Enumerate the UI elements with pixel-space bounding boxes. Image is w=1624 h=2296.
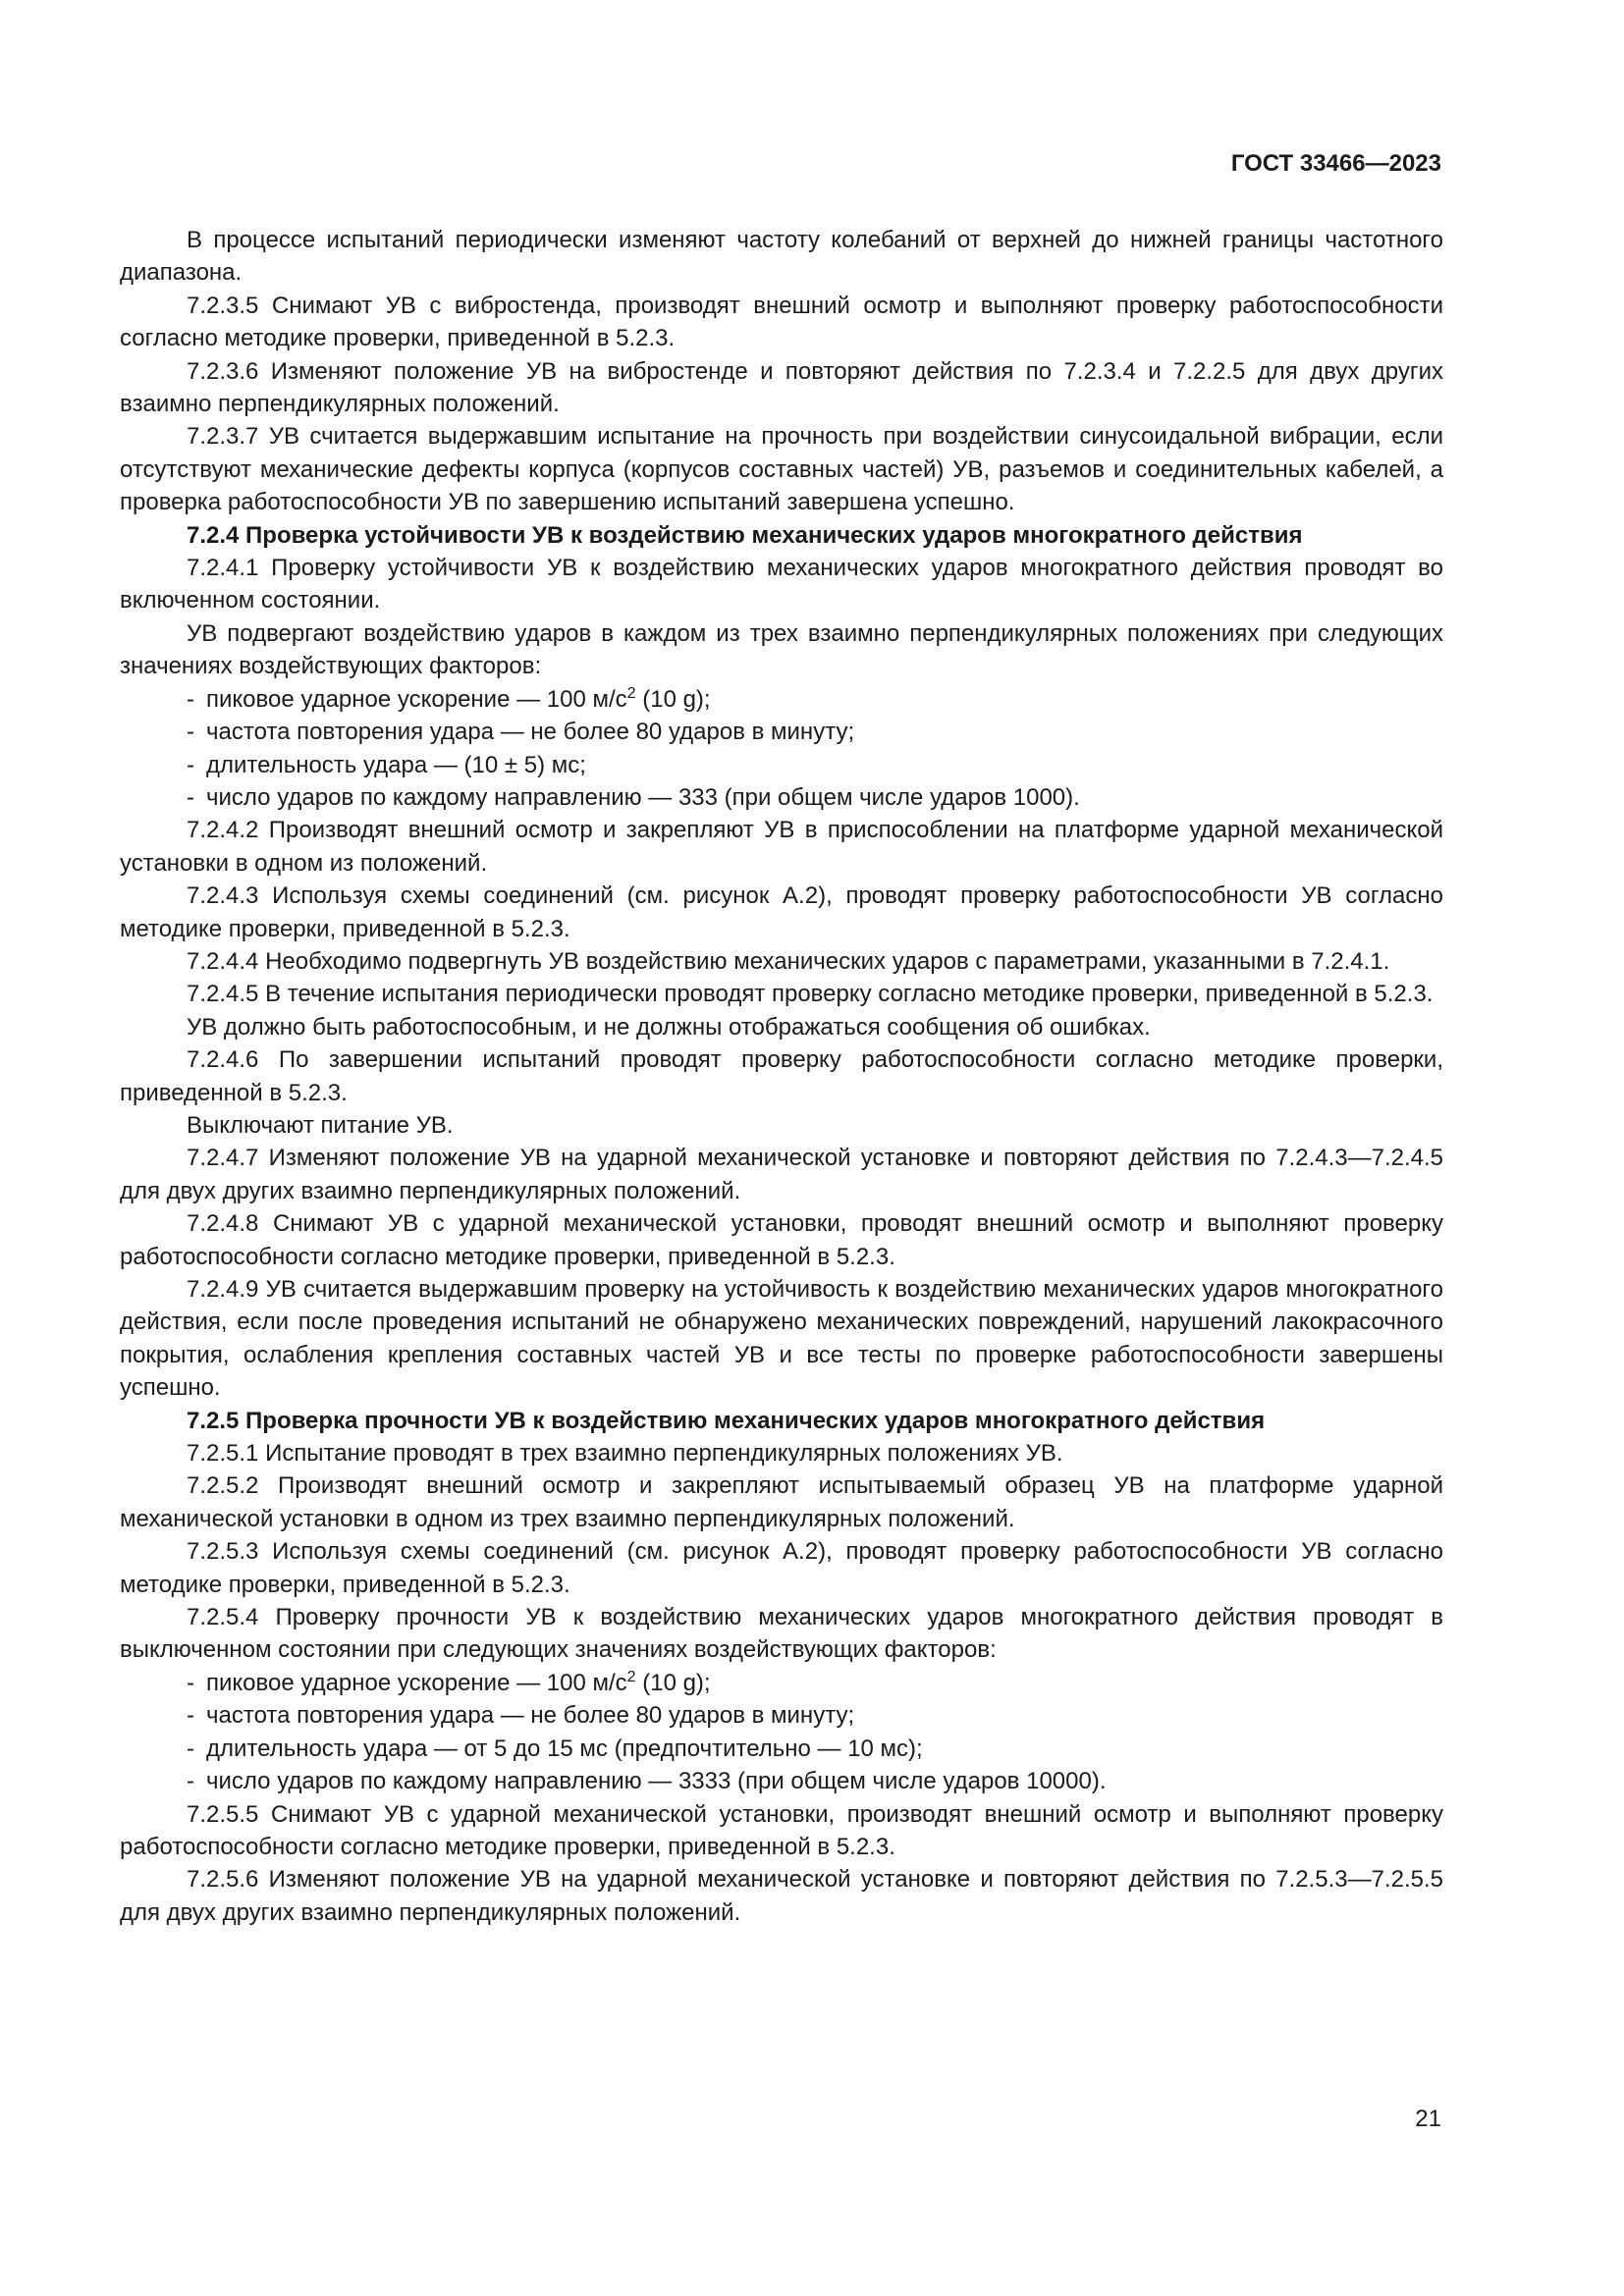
paragraph: 7.2.5.6 Изменяют положение УВ на ударной механической установке и повторяют действия по 7.2.5.3—7.2.5.5 для двух других взаимно перпендикулярных положений. (120, 1866, 1443, 1926)
list-dash: - (187, 783, 194, 811)
paragraph: 7.2.4.5 В течение испытания периодически проводят проверку согласно методике проверки, приведенной в 5.2.3. (187, 981, 1434, 1008)
list-item (120, 781, 1443, 814)
superscript: 2 (626, 1668, 636, 1685)
paragraph: 7.2.4.4 Необходимо подвергнуть УВ воздействию механических ударов с параметрами, указанными в 7.2.4.1. (187, 947, 1390, 975)
list-item-text: частота повторения удара — не более 80 ударов в минуту; (206, 1702, 855, 1730)
list-dash: - (187, 1735, 194, 1762)
list-dash: - (187, 1702, 194, 1730)
list-item-text: длительность удара — (10 ± 5) мс; (206, 751, 586, 778)
list-item-text: число ударов по каждому направлению — 3333 (при общем числе ударов 10000). (206, 1768, 1107, 1795)
paragraph: 7.2.4.8 Снимают УВ с ударной механической установки, проводят внешний осмотр и выполняют проверку работоспособности согласно методике проверки, приведенной в 5.2.3. (120, 1210, 1443, 1270)
document-body (120, 224, 1443, 1929)
list-dash: - (187, 1768, 194, 1795)
list-item (120, 683, 1443, 716)
list-item (120, 1765, 1443, 1797)
paragraph: 7.2.5.4 Проверку прочности УВ к воздействию механических ударов многократного действия проводят в выключенном состоянии при следующих значениях воздействующих факторов: (120, 1604, 1443, 1664)
list-item-text: частота повторения удара — не более 80 ударов в минуту; (206, 719, 855, 746)
page-number: 21 (1415, 2106, 1441, 2132)
section-heading: 7.2.5 Проверка прочности УВ к воздействию механических ударов многократного действия (187, 1407, 1266, 1434)
superscript: 2 (626, 684, 636, 702)
list-item (120, 1667, 1443, 1699)
paragraph: 7.2.4.3 Используя схемы соединений (см. рисунок А.2), проводят проверку работоспособности УВ согласно методике проверки, приведенной в 5.2.3. (120, 882, 1443, 942)
paragraph: 7.2.3.7 УВ считается выдержавшим испытание на прочность при воздействии синусоидальной вибрации, если отсутствуют механические дефекты корпуса (корпусов составных частей) УВ, разъемов и соединительных кабелей, а проверка работоспособности УВ по завершению испытаний завершена успешно. (120, 423, 1443, 516)
list-item (120, 1699, 1443, 1732)
paragraph: 7.2.5.1 Испытание проводят в трех взаимно перпендикулярных положениях УВ. (187, 1440, 1063, 1468)
list-dash: - (187, 1669, 194, 1696)
paragraph: В процессе испытаний периодически изменяют частоту колебаний от верхней до нижней границы частотного диапазона. (120, 227, 1443, 287)
paragraph: 7.2.5.3 Используя схемы соединений (см. рисунок А.2), проводят проверку работоспособности УВ согласно методике проверки, приведенной в 5.2.3. (120, 1538, 1443, 1598)
paragraph: 7.2.5.5 Снимают УВ с ударной механической установки, производят внешний осмотр и выполняют проверку работоспособности согласно методике проверки, приведенной в 5.2.3. (120, 1800, 1443, 1860)
list-dash: - (187, 685, 194, 713)
list-item-text: пиковое ударное ускорение — 100 м/с (206, 685, 627, 713)
paragraph: УВ должно быть работоспособным, и не должны отображаться сообщения об ошибках. (187, 1013, 1151, 1041)
list-item-tail: (10 g); (635, 1669, 711, 1696)
section-heading: 7.2.4 Проверка устойчивости УВ к воздействию механических ударов многократного действия (187, 521, 1303, 549)
list-dash: - (187, 751, 194, 778)
list-item-text: длительность удара — от 5 до 15 мс (предпочтительно — 10 мс); (206, 1735, 923, 1762)
paragraph: 7.2.3.6 Изменяют положение УВ на вибростенде и повторяют действия по 7.2.3.4 и 7.2.2.5 для двух других взаимно перпендикулярных положений. (120, 357, 1443, 418)
list-item-text: пиковое ударное ускорение — 100 м/с (206, 1669, 627, 1696)
paragraph: 7.2.3.5 Снимают УВ с вибростенда, производят внешний осмотр и выполняют проверку работоспособности согласно методике проверки, приведенной в 5.2.3. (120, 292, 1443, 352)
list-item-tail: (10 g); (635, 685, 711, 713)
paragraph: 7.2.4.6 По завершении испытаний проводят проверку работоспособности согласно методике проверки, приведенной в 5.2.3. (120, 1046, 1443, 1106)
list-item-text: число ударов по каждому направлению — 333 (при общем числе ударов 1000). (206, 783, 1080, 811)
list-item (120, 1733, 1443, 1765)
paragraph: Выключают питание УВ. (187, 1111, 454, 1139)
list-item (120, 749, 1443, 781)
paragraph: УВ подвергают воздействию ударов в каждом из трех взаимно перпендикулярных положениях при следующих значениях воздействующих факторов: (120, 619, 1443, 680)
standard-number-header: ГОСТ 33466—2023 (1230, 150, 1441, 177)
paragraph: 7.2.5.2 Производят внешний осмотр и закрепляют испытываемый образец УВ на платформе ударной механической установки в одном из трех взаимно перпендикулярных положений. (120, 1472, 1443, 1532)
paragraph: 7.2.4.2 Производят внешний осмотр и закрепляют УВ в приспособлении на платформе ударной механической установки в одном из положений. (120, 817, 1443, 877)
paragraph: 7.2.4.1 Проверку устойчивости УВ к воздействию механических ударов многократного действия проводят во включенном состоянии. (120, 555, 1443, 614)
paragraph: 7.2.4.9 УВ считается выдержавшим проверку на устойчивость к воздействию механических ударов многократного действия, если после проведения испытаний не обнаружено механических повреждений, нарушений лакокрасочного покрытия, ослабления крепления составных частей УВ и все тесты по проверке работоспособности завершены успешно. (120, 1276, 1443, 1402)
list-item (120, 716, 1443, 748)
list-dash: - (187, 719, 194, 746)
paragraph: 7.2.4.7 Изменяют положение УВ на ударной механической установке и повторяют действия по 7.2.4.3—7.2.4.5 для двух других взаимно перпендикулярных положений. (120, 1145, 1443, 1204)
